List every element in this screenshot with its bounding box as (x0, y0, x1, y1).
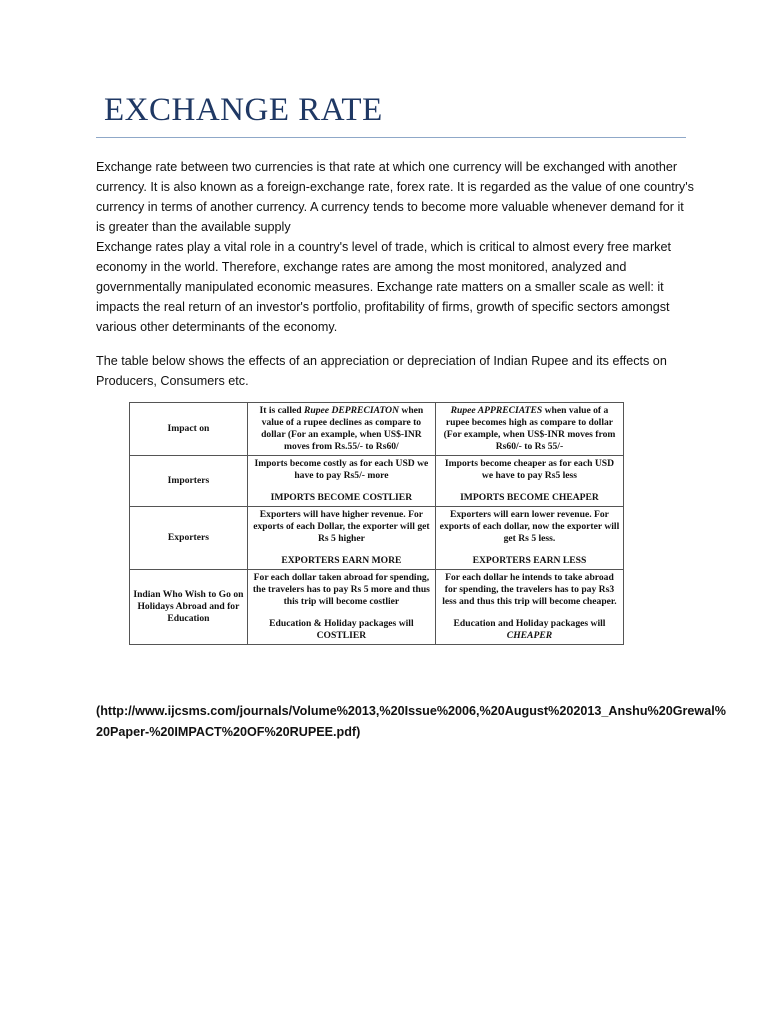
cell-text: Imports become costly as for each USD we have to pay Rs5/- more (254, 458, 429, 481)
paragraph-importance (96, 237, 696, 337)
cell-text: Exporters will earn lower revenue. For exports of each dollar, now the exporter will get Rs 5 less. (439, 509, 620, 544)
source-citation: (http://www.ijcsms.com/journals/Volume%2013,%20Issue%2006,%20August%202013_Anshu%20Grewal%20Paper-%20IMPACT%20OF%20RUPEE.pdf) (96, 704, 726, 739)
header-dep-prefix: It is called (259, 405, 305, 416)
cell-result: IMPORTS BECOME CHEAPER (460, 492, 599, 503)
cell-result: EXPORTERS EARN LESS (472, 555, 587, 566)
paragraph-text: Exchange rates play a vital role in a country's level of trade, which is critical to almost every free market economy in the world. Therefore, exchange rates are among the most monitored, analyzed and governmentally manipulated economic measures. Exchange rate matters on a smaller scale as well: it impacts the real return of an investor's portfolio, profitability of firms, growth of specific sectors amongst various other determinants of the economy. (96, 240, 671, 334)
cell-text: For each dollar taken abroad for spending, the travelers has to pay Rs 5 more and thus this trip will become costlier (252, 572, 430, 607)
header-app-em: Rupee APPRECIATES (450, 405, 543, 416)
cell-result: EXPORTERS EARN MORE (281, 555, 402, 566)
cell-depreciation (247, 570, 435, 645)
cell-appreciation (435, 507, 623, 570)
table-row (130, 507, 624, 570)
header-impact-on: Impact on (130, 403, 248, 456)
header-app-rest: when value of a rupee becomes high as compare to dollar (For example, when US$-INR moves from Rs60/- to Rs 55/- (443, 405, 616, 452)
table-row (130, 456, 624, 507)
cell-appreciation (435, 456, 623, 507)
row-label: Indian Who Wish to Go on Holidays Abroad and for Education (130, 570, 248, 645)
cell-depreciation (247, 456, 435, 507)
title-underline (96, 137, 686, 138)
header-dep-em: Rupee DEPRECIATON (304, 405, 399, 416)
row-label: Exporters (130, 507, 248, 570)
cell-result: CHEAPER (506, 630, 553, 641)
cell-result: COSTLIER (316, 630, 367, 641)
cell-text: Exporters will have higher revenue. For exports of each Dollar, the exporter will get Rs 5 higher (253, 509, 430, 544)
cell-text: Imports become cheaper as for each USD we have to pay Rs5 less (444, 458, 615, 481)
cell-result-prefix: Education and Holiday packages will (453, 618, 606, 629)
cell-text: For each dollar he intends to take abroad for spending, the travelers has to pay Rs3 less and thus this trip will become cheaper. (442, 572, 617, 607)
rupee-effects-table (129, 402, 624, 645)
cell-result: IMPORTS BECOME COSTLIER (270, 492, 413, 503)
table-header-row (130, 403, 624, 456)
header-depreciation (247, 403, 435, 456)
cell-depreciation (247, 507, 435, 570)
table-row (130, 570, 624, 645)
cell-appreciation (435, 570, 623, 645)
row-label: Importers (130, 456, 248, 507)
header-appreciation (435, 403, 623, 456)
paragraph-definition (96, 157, 696, 237)
paragraph-text: Exchange rate between two currencies is that rate at which one currency will be exchanged with another currency. It is also known as a foreign-exchange rate, forex rate. It is regarded as the value of one country's currency in terms of another currency. A currency tends to become more valuable whenever demand for it is greater than the available supply (96, 160, 694, 234)
paragraph-text: The table below shows the effects of an appreciation or depreciation of Indian Rupee and its effects on Producers, Consumers etc. (96, 354, 667, 388)
header-dep-rest: when value of a rupee declines as compare to dollar (For an example, when US$-INR moves from Rs.55/- to Rs60/ (261, 405, 424, 452)
cell-result-prefix: Education & Holiday packages will (269, 618, 414, 629)
page-title: EXCHANGE RATE (104, 92, 383, 128)
paragraph-table-intro (96, 351, 696, 391)
